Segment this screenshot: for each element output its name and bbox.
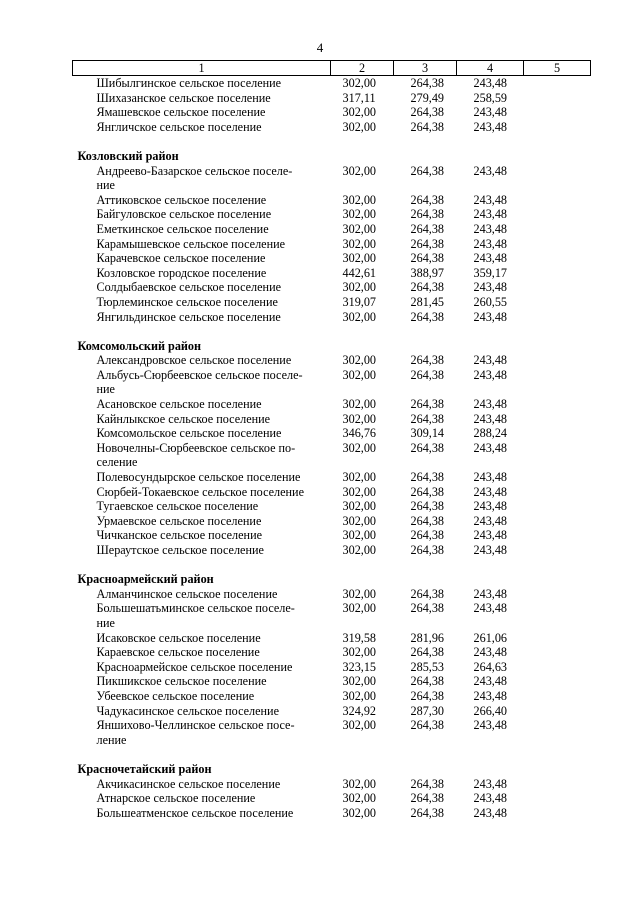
- district-heading: Козловский район: [77, 148, 179, 163]
- value-col-4: 243,48: [473, 528, 508, 543]
- value-col-2: 302,00: [342, 309, 377, 324]
- settlement-name-text: Чичканское сельское поселение: [96, 528, 263, 543]
- table-row: [73, 499, 591, 514]
- settlement-name-text: Янгильдинское сельское поселение: [96, 309, 281, 324]
- table-row: [73, 193, 591, 208]
- value-col-2: 302,00: [342, 353, 377, 368]
- settlement-name-text: Ямашевское сельское поселение: [96, 105, 266, 120]
- value-col-4: 243,48: [473, 674, 508, 689]
- value-col-3: 264,38: [410, 805, 445, 820]
- settlement-name: [73, 528, 331, 543]
- table-row: [73, 528, 591, 543]
- value-col-2: 302,00: [342, 791, 377, 806]
- value-col-5: [524, 499, 591, 514]
- value-col-2: 302,00: [342, 528, 377, 543]
- settlement-name-text: Атнарское сельское поселение: [96, 791, 256, 806]
- value-col-5: [524, 280, 591, 295]
- value-col-3: 264,38: [410, 543, 445, 557]
- settlement-name: [73, 718, 331, 747]
- value-col-4: 243,48: [473, 397, 508, 412]
- value-col-4: 359,17: [473, 265, 508, 280]
- value-col-2: 302,00: [342, 367, 377, 382]
- settlement-name-text: Аттиковское сельское поселение: [96, 192, 267, 207]
- value-col-3: 264,38: [410, 411, 445, 426]
- value-col-3: 264,38: [410, 513, 445, 528]
- settlement-name: [73, 426, 331, 441]
- value-col-2: 302,00: [342, 163, 377, 178]
- value-col-5: [524, 645, 591, 660]
- value-col-2: 302,00: [342, 221, 377, 236]
- settlement-name-continuation: селение: [96, 455, 138, 470]
- value-col-4: 243,48: [473, 791, 508, 806]
- value-col-2: 302,00: [342, 280, 377, 295]
- settlement-name: [73, 207, 331, 222]
- settlement-name-text: Тюрлеминское сельское поселение: [96, 294, 278, 309]
- settlement-name-text: Солдыбаевское сельское поселение: [96, 280, 281, 295]
- settlement-name: [73, 660, 331, 675]
- table-row: [73, 237, 591, 252]
- value-col-4: 260,55: [473, 294, 508, 309]
- value-col-3: 264,38: [410, 76, 445, 90]
- settlement-name: [73, 689, 331, 704]
- table-row: [73, 645, 591, 660]
- value-col-5: [524, 704, 591, 719]
- value-col-4: 243,48: [473, 484, 508, 499]
- value-col-5: [524, 718, 591, 747]
- table-row: [73, 164, 591, 193]
- spacer-row: [73, 134, 591, 149]
- settlement-name-continuation: ние: [96, 178, 115, 193]
- spacer-row: [73, 324, 591, 339]
- value-col-5: [524, 674, 591, 689]
- value-col-3: 279,49: [410, 90, 445, 105]
- value-col-5: [524, 105, 591, 120]
- settlement-name: [73, 485, 331, 500]
- value-col-2: 302,00: [342, 411, 377, 426]
- value-col-2: 302,00: [342, 484, 377, 499]
- value-col-5: [524, 266, 591, 281]
- settlement-name: [73, 631, 331, 646]
- settlement-name: [73, 251, 331, 266]
- settlement-name: [73, 514, 331, 529]
- value-col-4: 243,48: [473, 440, 508, 455]
- settlement-name-text: Шераутское сельское поселение: [96, 543, 264, 557]
- value-col-3: 264,38: [410, 484, 445, 499]
- value-col-5: [524, 353, 591, 368]
- column-header: 2: [331, 61, 394, 76]
- value-col-3: 281,45: [410, 294, 445, 309]
- value-col-2: 302,00: [342, 688, 377, 703]
- settlement-name: [73, 587, 331, 602]
- value-col-2: 302,00: [342, 513, 377, 528]
- value-col-5: [524, 601, 591, 630]
- settlement-name: [73, 674, 331, 689]
- settlement-name-text: Янгличское сельское поселение: [96, 119, 262, 134]
- value-col-2: 317,11: [342, 90, 376, 105]
- column-header: 4: [457, 61, 524, 76]
- table-body: [73, 76, 591, 821]
- district-heading: Комсомольский район: [77, 338, 202, 353]
- value-col-4: 243,48: [473, 192, 508, 207]
- spacer-row: [73, 747, 591, 762]
- value-col-5: [524, 251, 591, 266]
- value-col-2: 319,07: [342, 294, 377, 309]
- value-col-5: [524, 120, 591, 135]
- value-col-5: [524, 689, 591, 704]
- value-col-2: 346,76: [342, 426, 377, 441]
- value-col-2: 323,15: [342, 659, 377, 674]
- value-col-2: 302,00: [342, 543, 377, 557]
- settlement-name: [73, 499, 331, 514]
- value-col-4: 243,48: [473, 688, 508, 703]
- value-col-4: 243,48: [473, 776, 508, 791]
- table-row: [73, 806, 591, 821]
- value-col-4: 243,48: [473, 251, 508, 266]
- value-col-3: 264,38: [410, 440, 445, 455]
- settlement-name-text: Байгуловское сельское поселение: [96, 207, 272, 222]
- table-row: [73, 295, 591, 310]
- value-col-4: 243,48: [473, 76, 508, 90]
- settlement-name-text: Карамышевское сельское поселение: [96, 236, 286, 251]
- table-row: [73, 426, 591, 441]
- value-col-5: [524, 441, 591, 470]
- value-col-3: 281,96: [410, 630, 445, 645]
- settlement-name: [73, 193, 331, 208]
- table-row: [73, 91, 591, 106]
- district-heading-row: [73, 339, 591, 354]
- value-col-4: 243,48: [473, 718, 508, 733]
- settlement-name-text: Акчикасинское сельское поселение: [96, 776, 281, 791]
- settlement-name-text: Тугаевское сельское поселение: [96, 499, 259, 514]
- value-col-3: 287,30: [410, 703, 445, 718]
- value-col-3: 264,38: [410, 718, 445, 733]
- spacer-cell: [73, 324, 591, 339]
- value-col-4: 243,48: [473, 513, 508, 528]
- value-col-5: [524, 485, 591, 500]
- settlement-name-text: Еметкинское сельское поселение: [96, 221, 269, 236]
- table-row: [73, 280, 591, 295]
- table-row: [73, 120, 591, 135]
- value-col-4: 266,40: [473, 703, 508, 718]
- settlement-name: [73, 470, 331, 485]
- value-col-3: 264,38: [410, 353, 445, 368]
- settlement-name-text: Большеатменское сельское поселение: [96, 805, 294, 820]
- table-row: [73, 674, 591, 689]
- value-col-5: [524, 222, 591, 237]
- value-col-2: 302,00: [342, 192, 377, 207]
- table-row: [73, 105, 591, 120]
- settlement-name: [73, 280, 331, 295]
- table-row: [73, 470, 591, 485]
- value-col-3: 264,38: [410, 791, 445, 806]
- table-row: [73, 718, 591, 747]
- settlement-name-text: Полевосундырское сельское поселение: [96, 470, 301, 485]
- value-col-3: 264,38: [410, 221, 445, 236]
- table-row: [73, 777, 591, 792]
- value-col-3: 264,38: [410, 207, 445, 222]
- settlement-name-continuation: ние: [96, 615, 115, 630]
- value-col-4: 243,48: [473, 207, 508, 222]
- value-col-3: 264,38: [410, 192, 445, 207]
- value-col-4: 243,48: [473, 119, 508, 134]
- settlement-name: [73, 543, 331, 558]
- rates-table: [72, 60, 591, 820]
- value-col-4: 243,48: [473, 367, 508, 382]
- table-row: [73, 543, 591, 558]
- settlement-name: [73, 806, 331, 821]
- settlement-name-text: Козловское городское поселение: [96, 265, 267, 280]
- table-row: [73, 207, 591, 222]
- settlement-name: [73, 120, 331, 135]
- value-col-5: [524, 631, 591, 646]
- settlement-name: [73, 91, 331, 106]
- value-col-4: 258,59: [473, 90, 508, 105]
- table-row: [73, 514, 591, 529]
- value-col-3: 264,38: [410, 280, 445, 295]
- value-col-4: 243,48: [473, 221, 508, 236]
- value-col-2: 324,92: [342, 703, 377, 718]
- value-col-2: 302,00: [342, 105, 377, 120]
- column-header: 1: [73, 61, 331, 76]
- settlement-name-text: Сюрбей-Токаевское сельское поселение: [96, 484, 304, 499]
- table-row: [73, 397, 591, 412]
- value-col-5: [524, 368, 591, 397]
- settlement-name-text: Альбусь-Сюрбеевское сельское поселе-: [96, 367, 303, 382]
- settlement-name: [73, 368, 331, 397]
- value-col-5: [524, 514, 591, 529]
- table-row: [73, 587, 591, 602]
- value-col-2: 302,00: [342, 440, 377, 455]
- spacer-cell: [73, 558, 591, 573]
- settlement-name: [73, 164, 331, 193]
- value-col-3: 388,97: [410, 265, 445, 280]
- value-col-2: 302,00: [342, 674, 377, 689]
- table-row: [73, 222, 591, 237]
- value-col-5: [524, 76, 591, 91]
- value-col-2: 302,00: [342, 718, 377, 733]
- value-col-3: 264,38: [410, 367, 445, 382]
- value-col-4: 243,48: [473, 309, 508, 324]
- value-col-2: 302,00: [342, 805, 377, 820]
- table-row: [73, 251, 591, 266]
- value-col-5: [524, 207, 591, 222]
- settlement-name-text: Караевское сельское поселение: [96, 645, 260, 660]
- settlement-name-text: Чадукасинское сельское поселение: [96, 703, 279, 718]
- settlement-name-text: Новочелны-Сюрбеевское сельское по-: [96, 440, 296, 455]
- value-col-3: 264,38: [410, 309, 445, 324]
- settlement-name: [73, 222, 331, 237]
- value-col-3: 264,38: [410, 499, 445, 514]
- settlement-name: [73, 237, 331, 252]
- settlement-name-text: Пикшикское сельское поселение: [96, 674, 267, 689]
- settlement-name-text: Убеевское сельское поселение: [96, 688, 255, 703]
- column-header: 3: [394, 61, 457, 76]
- value-col-4: 243,48: [473, 470, 508, 485]
- value-col-3: 264,38: [410, 674, 445, 689]
- settlement-name-continuation: ление: [96, 732, 127, 747]
- district-heading: Красноармейский район: [77, 572, 214, 587]
- value-col-5: [524, 543, 591, 558]
- value-col-2: 302,00: [342, 207, 377, 222]
- value-col-5: [524, 193, 591, 208]
- value-col-3: 264,38: [410, 776, 445, 791]
- spacer-cell: [73, 134, 591, 149]
- value-col-4: 243,48: [473, 236, 508, 251]
- district-heading: Красночетайский район: [77, 761, 212, 776]
- value-col-5: [524, 412, 591, 427]
- settlement-name-text: Яншихово-Челлинское сельское посе-: [96, 718, 295, 733]
- spacer-cell: [73, 747, 591, 762]
- value-col-5: [524, 470, 591, 485]
- table-row: [73, 660, 591, 675]
- value-col-5: [524, 397, 591, 412]
- value-col-5: [524, 91, 591, 106]
- value-col-3: 264,38: [410, 105, 445, 120]
- spacer-row: [73, 558, 591, 573]
- value-col-2: 302,00: [342, 586, 377, 601]
- value-col-2: 302,00: [342, 470, 377, 485]
- settlement-name: [73, 441, 331, 470]
- settlement-name: [73, 412, 331, 427]
- settlement-name-text: Кайнлыкское сельское поселение: [96, 411, 271, 426]
- table-row: [73, 601, 591, 630]
- value-col-4: 243,48: [473, 586, 508, 601]
- column-header: 5: [524, 61, 591, 76]
- table-row: [73, 704, 591, 719]
- value-col-5: [524, 237, 591, 252]
- settlement-name-text: Александровское сельское поселение: [96, 353, 292, 368]
- table-row: [73, 310, 591, 325]
- value-col-2: 302,00: [342, 645, 377, 660]
- value-col-5: [524, 295, 591, 310]
- value-col-3: 264,38: [410, 645, 445, 660]
- value-col-4: 243,48: [473, 645, 508, 660]
- value-col-5: [524, 426, 591, 441]
- table-row: [73, 485, 591, 500]
- value-col-4: 288,24: [473, 426, 508, 441]
- settlement-name: [73, 295, 331, 310]
- district-heading-row: [73, 762, 591, 777]
- value-col-4: 243,48: [473, 411, 508, 426]
- settlement-name: [73, 266, 331, 281]
- settlement-name: [73, 397, 331, 412]
- value-col-3: 264,38: [410, 470, 445, 485]
- district-heading-row: [73, 572, 591, 587]
- value-col-2: 302,00: [342, 601, 377, 616]
- value-col-3: 264,38: [410, 251, 445, 266]
- value-col-2: 319,58: [342, 630, 377, 645]
- settlement-name: [73, 310, 331, 325]
- table-row: [73, 412, 591, 427]
- value-col-2: 302,00: [342, 236, 377, 251]
- value-col-5: [524, 587, 591, 602]
- value-col-4: 243,48: [473, 353, 508, 368]
- district-heading-row: [73, 149, 591, 164]
- value-col-4: 261,06: [473, 630, 508, 645]
- value-col-2: 302,00: [342, 397, 377, 412]
- value-col-2: 302,00: [342, 119, 377, 134]
- settlement-name: [73, 105, 331, 120]
- settlement-name-text: Карачевское сельское поселение: [96, 251, 266, 266]
- value-col-3: 264,38: [410, 163, 445, 178]
- value-col-5: [524, 528, 591, 543]
- settlement-name-text: Шихазанское сельское поселение: [96, 90, 271, 105]
- settlement-name: [73, 704, 331, 719]
- table-row: [73, 76, 591, 91]
- settlement-name-text: Красноармейское сельское поселение: [96, 659, 293, 674]
- settlement-name-text: Урмаевское сельское поселение: [96, 513, 262, 528]
- value-col-5: [524, 310, 591, 325]
- value-col-3: 264,38: [410, 528, 445, 543]
- value-col-3: 264,38: [410, 601, 445, 616]
- value-col-3: 264,38: [410, 236, 445, 251]
- header-row: [73, 61, 591, 76]
- settlement-name-text: Большешатьминское сельское поселе-: [96, 601, 295, 616]
- table-row: [73, 689, 591, 704]
- page-number: 4: [316, 40, 324, 55]
- settlement-name: [73, 645, 331, 660]
- value-col-3: 264,38: [410, 688, 445, 703]
- settlement-name-text: Комсомольское сельское поселение: [96, 426, 282, 441]
- settlement-name-text: Алманчинское сельское поселение: [96, 586, 278, 601]
- value-col-5: [524, 791, 591, 806]
- value-col-4: 264,63: [473, 659, 508, 674]
- table-row: [73, 791, 591, 806]
- value-col-4: 243,48: [473, 805, 508, 820]
- settlement-name-text: Шибылгинское сельское поселение: [96, 76, 282, 90]
- value-col-4: 243,48: [473, 105, 508, 120]
- value-col-2: 302,00: [342, 499, 377, 514]
- table-row: [73, 353, 591, 368]
- table-row: [73, 266, 591, 281]
- value-col-3: 264,38: [410, 586, 445, 601]
- value-col-5: [524, 777, 591, 792]
- settlement-name: [73, 791, 331, 806]
- value-col-4: 243,48: [473, 163, 508, 178]
- value-col-3: 309,14: [410, 426, 445, 441]
- settlement-name: [73, 76, 331, 91]
- value-col-3: 264,38: [410, 397, 445, 412]
- settlement-name-text: Асановское сельское поселение: [96, 397, 262, 412]
- value-col-4: 243,48: [473, 280, 508, 295]
- settlement-name: [73, 353, 331, 368]
- value-col-4: 243,48: [473, 499, 508, 514]
- value-col-5: [524, 806, 591, 821]
- value-col-3: 285,53: [410, 659, 445, 674]
- table-row: [73, 368, 591, 397]
- value-col-5: [524, 164, 591, 193]
- table-row: [73, 631, 591, 646]
- value-col-4: 243,48: [473, 601, 508, 616]
- value-col-2: 442,61: [342, 265, 377, 280]
- value-col-4: 243,48: [473, 543, 508, 557]
- table-row: [73, 441, 591, 470]
- settlement-name-text: Андреево-Базарское сельское поселе-: [96, 163, 293, 178]
- value-col-3: 264,38: [410, 119, 445, 134]
- settlement-name-continuation: ние: [96, 382, 115, 397]
- settlement-name: [73, 601, 331, 630]
- value-col-2: 302,00: [342, 776, 377, 791]
- value-col-5: [524, 660, 591, 675]
- settlement-name: [73, 777, 331, 792]
- value-col-2: 302,00: [342, 251, 377, 266]
- settlement-name-text: Исаковское сельское поселение: [96, 630, 261, 645]
- value-col-2: 302,00: [342, 76, 377, 90]
